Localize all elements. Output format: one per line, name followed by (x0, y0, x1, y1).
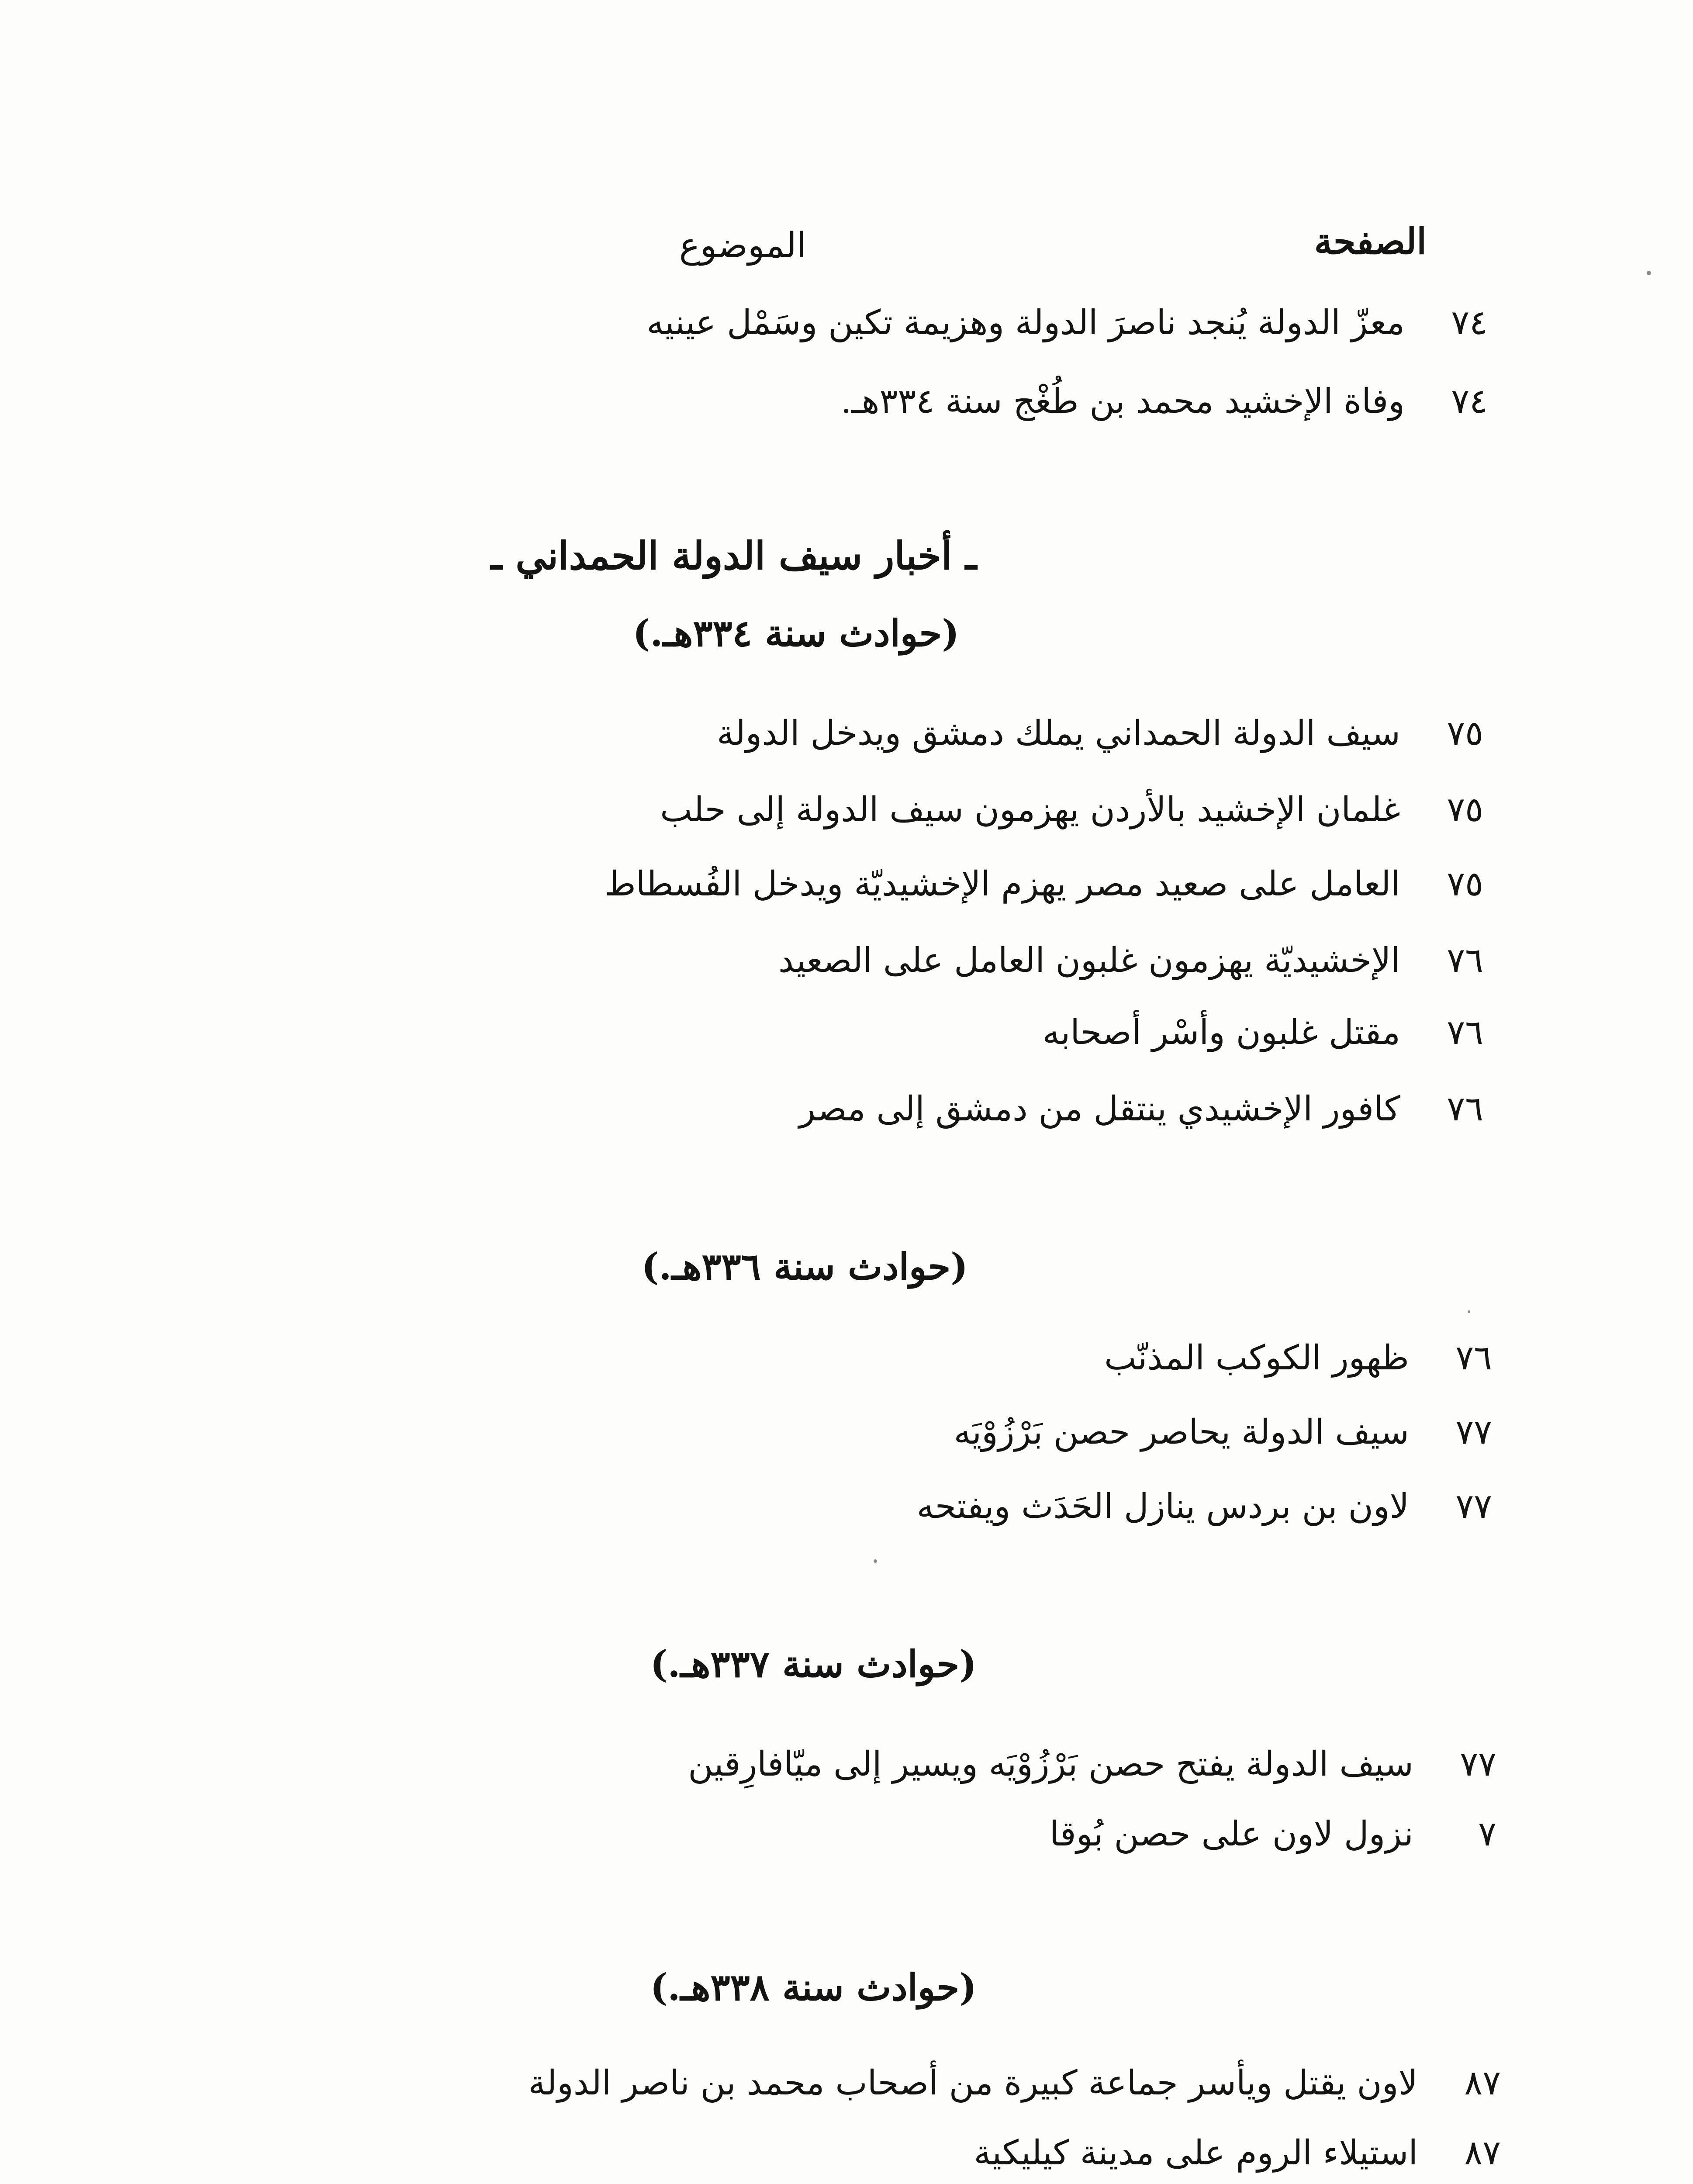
year-heading: (حوادث سنة ٣٣٦هـ.) (641, 1245, 968, 1288)
index-entry (778, 943, 1483, 978)
entry-text: لاون يقتل ويأسر جماعة كبيرة من أصحاب محمد بن ناصر الدولة (528, 2063, 1418, 2103)
entry-text: الإخشيديّة يهزمون غلبون العامل على الصعيد (778, 941, 1400, 980)
index-entry (974, 2133, 1501, 2173)
entry-page-number: ٧ (1478, 1814, 1496, 1854)
index-entry (646, 303, 1488, 342)
scan-speck (874, 1559, 877, 1563)
entry-page-number: ٧٦ (1447, 1013, 1483, 1052)
section-title: ـ أخبار سيف الدولة الحمداني ـ (491, 533, 977, 578)
entry-text: نزول لاون على حصن بُوقا (1049, 1814, 1413, 1854)
entry-page-number: ٧٧ (1460, 1745, 1496, 1784)
index-entry (1042, 1013, 1483, 1052)
entry-page-number: ٧٧ (1455, 1413, 1492, 1452)
entry-text: معزّ الدولة يُنجد ناصرَ الدولة وهزيمة تكين وسَمْل عينيه (646, 303, 1405, 342)
index-entry (840, 382, 1488, 421)
index-entry (1104, 1338, 1492, 1378)
scan-speck (1468, 1310, 1470, 1313)
entry-page-number: ٧٦ (1455, 1338, 1492, 1378)
index-entry (1049, 1814, 1496, 1854)
entry-text: وفاة الإخشيد محمد بن طُغْج سنة ٣٣٤هـ. (840, 382, 1405, 421)
index-entry (954, 1413, 1492, 1452)
entry-text: ظهور الكوكب المذنّب (1104, 1338, 1409, 1378)
entry-text: كافور الإخشيدي ينتقل من دمشق إلى مصر (799, 1089, 1400, 1129)
entry-page-number: ٧٤ (1451, 382, 1488, 421)
entry-text: غلمان الإخشيد بالأردن يهزمون سيف الدولة إلى حلب (660, 790, 1400, 829)
entry-page-number: ٧٦ (1447, 941, 1483, 980)
entry-text: العامل على صعيد مصر يهزم الإخشيديّة ويدخل الفُسطاط (604, 864, 1400, 904)
entry-text: سيف الدولة يحاصر حصن بَرْزُوْيَه (954, 1413, 1409, 1452)
index-entry (917, 1489, 1492, 1524)
topic-column-header: الموضوع (679, 225, 806, 266)
index-entry (799, 1089, 1483, 1129)
entry-page-number: ٧٥ (1447, 714, 1483, 753)
index-entry (717, 714, 1483, 753)
index-entry (688, 1745, 1496, 1784)
index-entry (604, 864, 1483, 904)
entry-text: سيف الدولة الحمداني يملك دمشق ويدخل الدولة (717, 714, 1400, 753)
entry-text: سيف الدولة يفتح حصن بَرْزُوْيَه ويسير إلى ميّافارِقين (688, 1745, 1413, 1784)
year-heading: (حوادث سنة ٣٣٤هـ.) (632, 612, 959, 655)
entry-text: استيلاء الروم على مدينة كيليكية (974, 2133, 1418, 2173)
entry-page-number: ٧٥ (1447, 864, 1483, 904)
year-heading: (حوادث سنة ٣٣٧هـ.) (650, 1642, 977, 1686)
entry-page-number: ٨٧ (1464, 2063, 1501, 2103)
entry-text: مقتل غلبون وأسْر أصحابه (1042, 1013, 1400, 1052)
entry-text: لاون بن بردس ينازل الحَدَث ويفتحه (916, 1487, 1409, 1526)
year-heading: (حوادث سنة ٣٣٨هـ.) (650, 1966, 977, 2009)
entry-page-number: ٧٥ (1447, 790, 1483, 829)
index-entry (660, 790, 1483, 829)
entry-page-number: ٧٤ (1451, 303, 1488, 342)
index-entry (528, 2063, 1501, 2103)
page-column-header: الصفحة (1314, 221, 1427, 263)
entry-page-number: ٧٧ (1455, 1487, 1492, 1526)
scan-speck (1647, 271, 1651, 275)
entry-page-number: ٧٦ (1447, 1089, 1483, 1129)
entry-page-number: ٨٧ (1464, 2133, 1501, 2173)
